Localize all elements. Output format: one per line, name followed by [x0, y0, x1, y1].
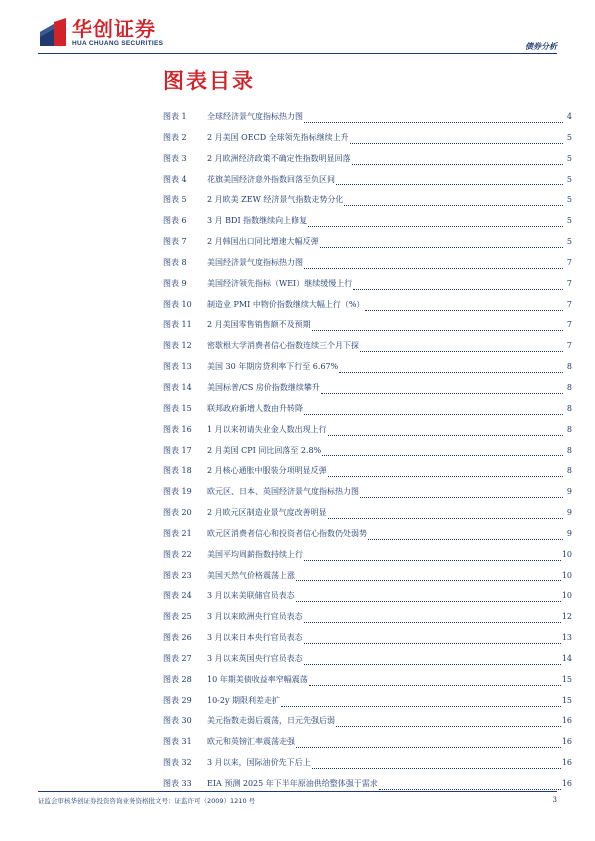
toc-dot-leader	[304, 622, 561, 623]
logo-english-name: HUA CHUANG SECURITIES	[72, 40, 164, 47]
toc-entry-page: 16	[561, 779, 572, 788]
toc-entry-title: 10-2y 期限利差走扩	[207, 695, 281, 705]
toc-entry-page: 7	[566, 257, 572, 267]
toc-dot-leader	[312, 768, 561, 769]
toc-entry[interactable]	[163, 295, 572, 316]
toc-entry[interactable]	[163, 753, 572, 774]
toc-entry[interactable]	[163, 420, 572, 441]
toc-entry-title: 3 月 BDI 指数继续向上修复	[207, 216, 308, 226]
toc-entry-label: 图表 29	[163, 695, 192, 705]
toc-entry[interactable]	[163, 315, 572, 336]
toc-dot-leader	[304, 268, 563, 269]
toc-dot-leader	[296, 747, 561, 748]
toc-entry-title: 3 月以来欧洲央行官员表态	[207, 612, 303, 622]
toc-entry-title: 2 月欧洲经济政策不确定性指数明显回落	[207, 153, 351, 163]
toc-entry-page: 10	[561, 570, 572, 580]
toc-entry[interactable]	[163, 607, 572, 628]
toc-entry-page: 7	[566, 341, 572, 351]
toc-dot-leader	[304, 414, 563, 415]
toc-dot-leader	[304, 664, 561, 665]
toc-dot-leader	[322, 455, 563, 456]
toc-entry[interactable]	[163, 649, 572, 670]
toc-dot-leader	[350, 143, 563, 144]
toc-entry[interactable]	[163, 691, 572, 712]
toc-entry-page: 15	[561, 695, 572, 705]
toc-entry-page: 10	[561, 549, 572, 559]
toc-entry-label: 图表 24	[163, 591, 192, 601]
toc-entry[interactable]	[163, 399, 572, 420]
toc-dot-leader	[328, 518, 563, 519]
toc-entry-label: 图表 23	[163, 570, 192, 580]
toc-entry-label: 图表 6	[163, 216, 187, 226]
toc-dot-leader	[336, 184, 563, 185]
toc-entry-title: 2 月美国 CPI 同比回落至 2.8%	[207, 445, 322, 455]
toc-entry-title: 2 月核心通胀中服装分项明显反弹	[207, 466, 327, 476]
toc-entry-label: 图表 19	[163, 487, 192, 497]
toc-entry-page: 7	[566, 278, 572, 288]
toc-entry-title: 美国天然气价格震荡上涨	[207, 570, 295, 580]
toc-entry-title: 美元指数走弱后震荡，日元先强后弱	[207, 716, 335, 726]
company-logo	[38, 18, 163, 48]
toc-entry-page: 8	[566, 424, 572, 434]
toc-entry-title: 2 月欧美 ZEW 经济景气指数走势分化	[207, 195, 344, 205]
toc-entry-title: 2 月美国 OECD 全球领先指标继续上升	[207, 132, 349, 142]
toc-dot-leader	[379, 789, 561, 790]
toc-entry-label: 图表 5	[163, 195, 187, 205]
toc-entry-title: 美国经济领先指标（WEI）继续缓慢上行	[207, 278, 353, 288]
toc-entry-label: 图表 13	[163, 362, 192, 372]
page-title: 图表目录	[163, 69, 255, 93]
toc-entry-label: 图表 12	[163, 341, 192, 351]
toc-entry-label: 图表 22	[163, 549, 192, 559]
toc-entry[interactable]	[163, 378, 572, 399]
toc-entry-label: 图表 10	[163, 299, 192, 309]
toc-entry-title: 花旗美国经济意外指数回落至负区间	[207, 174, 335, 184]
toc-dot-leader	[353, 289, 563, 290]
toc-entry[interactable]	[163, 274, 572, 295]
toc-entry-page: 8	[566, 382, 572, 392]
report-category-label: 债券分析	[525, 42, 557, 51]
toc-dot-leader	[321, 393, 563, 394]
toc-entry[interactable]	[163, 732, 572, 753]
toc-entry[interactable]	[163, 711, 572, 732]
toc-entry-page: 15	[561, 674, 572, 684]
toc-entry[interactable]	[163, 211, 572, 232]
toc-dot-leader	[312, 330, 563, 331]
logo-chinese-name: 华创证券	[72, 17, 156, 41]
toc-entry-label: 图表 21	[163, 528, 192, 538]
toc-entry-page: 9	[566, 508, 572, 518]
toc-dot-leader	[308, 226, 563, 227]
toc-entry-title: 3 月以来英国央行官员表态	[207, 653, 303, 663]
toc-entry-page: 13	[561, 633, 572, 643]
toc-entry-page: 5	[566, 216, 572, 226]
toc-entry[interactable]	[163, 461, 572, 482]
toc-entry-page: 4	[566, 112, 572, 121]
toc-dot-leader	[365, 310, 563, 311]
toc-entry-label: 图表 14	[163, 382, 192, 392]
page-header	[0, 0, 595, 60]
toc-entry-page: 16	[561, 716, 572, 726]
toc-dot-leader	[304, 122, 563, 123]
toc-dot-leader	[304, 560, 561, 561]
toc-entry-page: 5	[566, 195, 572, 205]
toc-entry-label: 图表 11	[163, 320, 192, 330]
toc-entry-page: 16	[561, 737, 572, 747]
toc-entry[interactable]	[163, 232, 572, 253]
toc-entry-page: 8	[566, 403, 572, 413]
toc-entry-title: 美国平均周薪指数持续上行	[207, 549, 303, 559]
toc-entry-label: 图表 2	[163, 132, 187, 142]
toc-dot-leader	[344, 205, 563, 206]
toc-entry-title: 欧元和英镑汇率震荡走强	[207, 737, 295, 747]
toc-entry-title: 美国标普/CS 房价指数继续攀升	[207, 382, 320, 392]
toc-entry-page: 7	[566, 320, 572, 330]
toc-entry[interactable]	[163, 545, 572, 566]
toc-entry[interactable]	[163, 670, 572, 691]
toc-dot-leader	[360, 351, 563, 352]
toc-entry-page: 5	[566, 153, 572, 163]
page-number: 3	[552, 796, 557, 804]
toc-entry-label: 图表 30	[163, 716, 192, 726]
header-divider	[38, 53, 557, 54]
toc-entry-title: 密歇根大学消费者信心指数连续三个月下探	[207, 341, 359, 351]
toc-dot-leader	[352, 164, 563, 165]
toc-entry-title: 美国经济景气度指标热力图	[207, 257, 303, 267]
toc-dot-leader	[296, 601, 561, 602]
toc-entry-label: 图表 33	[163, 779, 192, 788]
toc-entry-title: 2 月韩国出口同比增速大幅反弹	[207, 237, 319, 247]
toc-dot-leader	[320, 247, 563, 248]
toc-entry-page: 5	[566, 237, 572, 247]
toc-entry[interactable]	[163, 128, 572, 149]
toc-entry-title: 2 月美国零售销售额不及预期	[207, 320, 311, 330]
toc-dot-leader	[328, 476, 563, 477]
toc-entry-label: 图表 9	[163, 278, 187, 288]
toc-entry-label: 图表 26	[163, 633, 192, 643]
toc-entry-title: 制造业 PMI 中物价指数继续大幅上行（%）	[207, 299, 365, 309]
toc-dot-leader	[304, 643, 561, 644]
toc-entry-label: 图表 31	[163, 737, 192, 747]
toc-entry[interactable]	[163, 482, 572, 503]
toc-entry[interactable]	[163, 107, 572, 128]
toc-entry[interactable]	[163, 566, 572, 587]
toc-dot-leader	[368, 539, 563, 540]
toc-dot-leader	[309, 685, 561, 686]
toc-entry[interactable]	[163, 441, 572, 462]
toc-entry[interactable]	[163, 586, 572, 607]
toc-entry-title: 联邦政府新增人数由升转降	[207, 403, 303, 413]
toc-entry[interactable]	[163, 336, 572, 357]
toc-dot-leader	[296, 580, 561, 581]
toc-entry-page: 8	[566, 362, 572, 372]
toc-entry-page: 10	[561, 591, 572, 601]
toc-dot-leader	[281, 706, 561, 707]
toc-entry-page: 7	[566, 299, 572, 309]
toc-entry-label: 图表 8	[163, 257, 187, 267]
toc-entry-page: 9	[566, 487, 572, 497]
toc-entry[interactable]	[163, 253, 572, 274]
toc-entry-label: 图表 28	[163, 674, 192, 684]
toc-entry[interactable]	[163, 190, 572, 211]
toc-entry-page: 5	[566, 174, 572, 184]
toc-entry[interactable]	[163, 503, 572, 524]
toc-entry-page: 8	[566, 466, 572, 476]
toc-entry-label: 图表 3	[163, 153, 187, 163]
toc-entry-title: 全球经济景气度指标热力图	[207, 112, 303, 121]
toc-entry-page: 8	[566, 445, 572, 455]
toc-entry-page: 12	[561, 612, 572, 622]
footer-disclaimer: 证监会审核华创证券投资咨询业务资格批文号：证监许可（2009）1210 号	[38, 797, 256, 805]
toc-entry-label: 图表 27	[163, 653, 192, 663]
toc-entry-title: 欧元区、日本、英国经济景气度指标热力图	[207, 487, 359, 497]
toc-entry-page: 14	[561, 653, 572, 663]
toc-entry[interactable]	[163, 170, 572, 191]
toc-entry-label: 图表 7	[163, 237, 187, 247]
toc-entry-title: 美国 30 年期房贷利率下行至 6.67%	[207, 362, 339, 372]
toc-entry-label: 图表 32	[163, 758, 192, 768]
footer-divider	[38, 791, 557, 792]
toc-entry-title: 3 月以来日本央行官员表态	[207, 633, 303, 643]
toc-entry-label: 图表 17	[163, 445, 192, 455]
toc-dot-leader	[328, 435, 563, 436]
toc-dot-leader	[339, 372, 563, 373]
toc-entry-label: 图表 1	[163, 112, 187, 121]
toc-entry-title: 欧元区消费者信心和投资者信心指数仍处弱势	[207, 528, 367, 538]
toc-entry-page: 16	[561, 758, 572, 768]
toc-entry-label: 图表 25	[163, 612, 192, 622]
toc-entry[interactable]	[163, 524, 572, 545]
toc-entry-page: 9	[566, 528, 572, 538]
toc-entry-title: 1 月以来初请失业金人数出现上行	[207, 424, 327, 434]
toc-entry-title: 2 月欧元区制造业景气度改善明显	[207, 508, 327, 518]
toc-entry-title: 3 月以来，国际油价先下后上	[207, 758, 311, 768]
toc-entry-label: 图表 15	[163, 403, 192, 413]
toc-entry-label: 图表 20	[163, 508, 192, 518]
toc-entry-title: 10 年期美债收益率窄幅震荡	[207, 674, 308, 684]
toc-entry-label: 图表 18	[163, 466, 192, 476]
table-of-contents	[163, 107, 572, 795]
toc-entry-label: 图表 16	[163, 424, 192, 434]
toc-dot-leader	[360, 497, 563, 498]
toc-entry[interactable]	[163, 149, 572, 170]
toc-entry-title: EIA 预测 2025 年下半年原油供给整体强于需求	[207, 779, 378, 788]
toc-entry[interactable]	[163, 628, 572, 649]
toc-entry-page: 5	[566, 132, 572, 142]
toc-entry[interactable]	[163, 357, 572, 378]
toc-entry-title: 3 月以来美联储官员表态	[207, 591, 295, 601]
logo-mark-icon	[38, 18, 68, 48]
toc-entry-label: 图表 4	[163, 174, 187, 184]
toc-dot-leader	[336, 726, 561, 727]
